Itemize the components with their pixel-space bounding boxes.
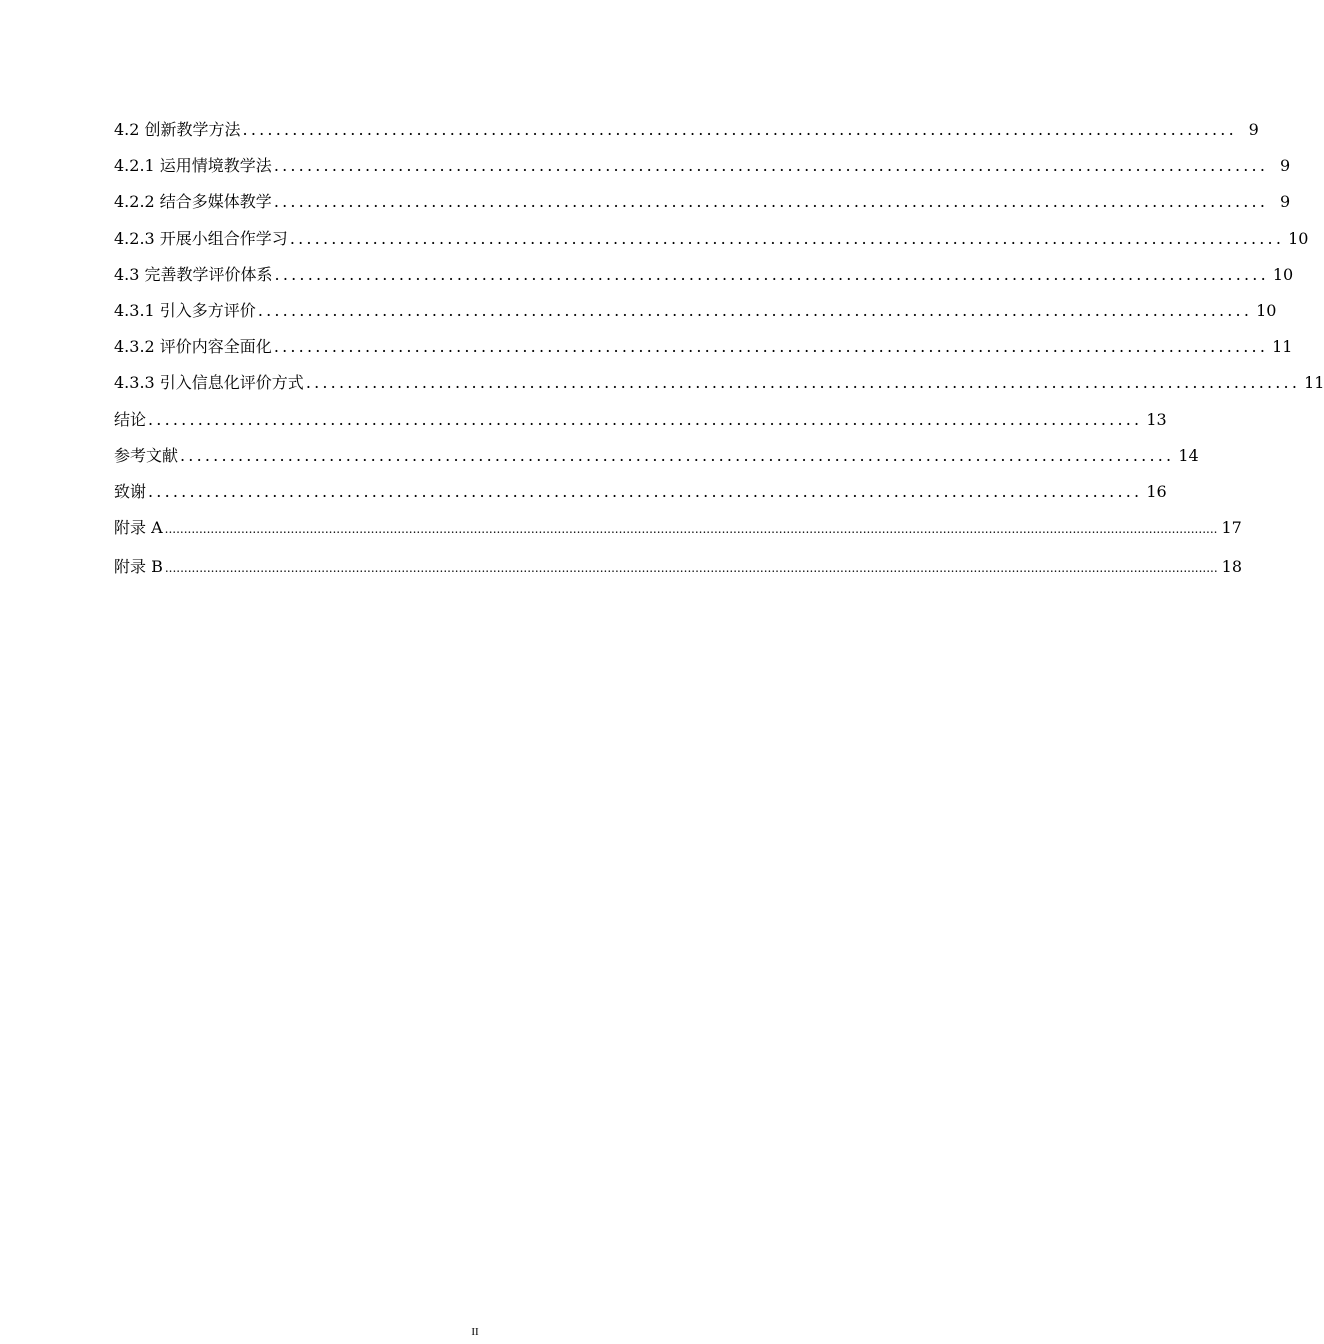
- toc-entry[interactable]: [114, 480, 1167, 516]
- toc-entry-page: 16: [1146, 481, 1167, 501]
- toc-entry[interactable]: [114, 408, 1167, 444]
- toc-entry-page: 18: [1221, 557, 1243, 577]
- toc-entry-page: 9: [1248, 120, 1259, 139]
- toc-entry-title: 结论: [114, 409, 147, 429]
- toc-leader-dots: ........................................................................................................................: [242, 120, 1237, 139]
- toc-entry[interactable]: [114, 516, 1242, 555]
- toc-entry[interactable]: [114, 227, 1309, 263]
- toc-entry-page: 11: [1304, 373, 1324, 393]
- toc-entry-page: 10: [1288, 228, 1309, 248]
- toc-entry-page: 10: [1256, 300, 1277, 320]
- toc-entry-title: 4.2 创新教学方法: [114, 120, 241, 139]
- toc-entry[interactable]: [114, 190, 1291, 226]
- toc-entry[interactable]: [114, 444, 1199, 480]
- toc-entry-title: 4.3.3 引入信息化评价方式: [114, 373, 304, 393]
- toc-leader-dots: ........................................................................................................................: [273, 337, 1269, 357]
- toc-entry-title: 4.3 完善教学评价体系: [114, 264, 273, 284]
- page-number: II: [471, 1326, 479, 1338]
- toc-entry-page: 10: [1272, 264, 1294, 284]
- toc-leader-dots: ....................................................................................................................................................................................................................................................................................: [164, 522, 1218, 537]
- toc-entry-page: 17: [1221, 518, 1242, 538]
- toc-entry[interactable]: [114, 263, 1294, 299]
- toc-entry[interactable]: [114, 118, 1259, 154]
- toc-entry-page: 11: [1272, 337, 1293, 357]
- toc-leader-dots: ........................................................................................................................: [273, 192, 1269, 212]
- toc-entry[interactable]: [114, 335, 1293, 371]
- toc-leader-dots: ........................................................................................................................: [274, 264, 1269, 284]
- toc-entry-title: 参考文献: [114, 445, 179, 465]
- toc-leader-dots: ........................................................................................................................: [289, 228, 1285, 248]
- toc-entry-title: 4.3.2 评价内容全面化: [114, 337, 272, 357]
- toc-entry[interactable]: [114, 371, 1324, 407]
- toc-entry-title: 4.3.1 引入多方评价: [114, 300, 256, 320]
- toc-entry-page: 9: [1279, 156, 1291, 176]
- toc-entry[interactable]: [114, 555, 1243, 594]
- toc-leader-dots: ........................................................................................................................: [180, 445, 1175, 465]
- toc-entry-title: 4.2.2 结合多媒体教学: [114, 192, 272, 212]
- toc-entry-title: 4.2.3 开展小组合作学习: [114, 228, 288, 248]
- toc-leader-dots: ........................................................................................................................: [273, 156, 1269, 176]
- toc-entry[interactable]: [114, 154, 1291, 190]
- toc-leader-dots: ....................................................................................................................................................................................................................................................................................: [164, 561, 1218, 576]
- toc-entry-page: 13: [1146, 409, 1167, 429]
- toc-leader-dots: ........................................................................................................................: [257, 300, 1253, 320]
- toc-entry-title: 致谢: [114, 481, 147, 501]
- toc-entry-title: 4.2.1 运用情境教学法: [114, 156, 272, 176]
- toc-entry-title: 附录 A: [114, 518, 163, 538]
- table-of-contents: [114, 118, 1324, 594]
- toc-leader-dots: ........................................................................................................................: [148, 481, 1143, 501]
- toc-entry-page: 14: [1178, 445, 1199, 465]
- toc-entry-title: 附录 B: [114, 557, 163, 577]
- toc-entry[interactable]: [114, 299, 1277, 335]
- toc-entry-page: 9: [1279, 192, 1291, 212]
- toc-leader-dots: ........................................................................................................................: [148, 409, 1143, 429]
- toc-leader-dots: ........................................................................................................................: [305, 373, 1301, 393]
